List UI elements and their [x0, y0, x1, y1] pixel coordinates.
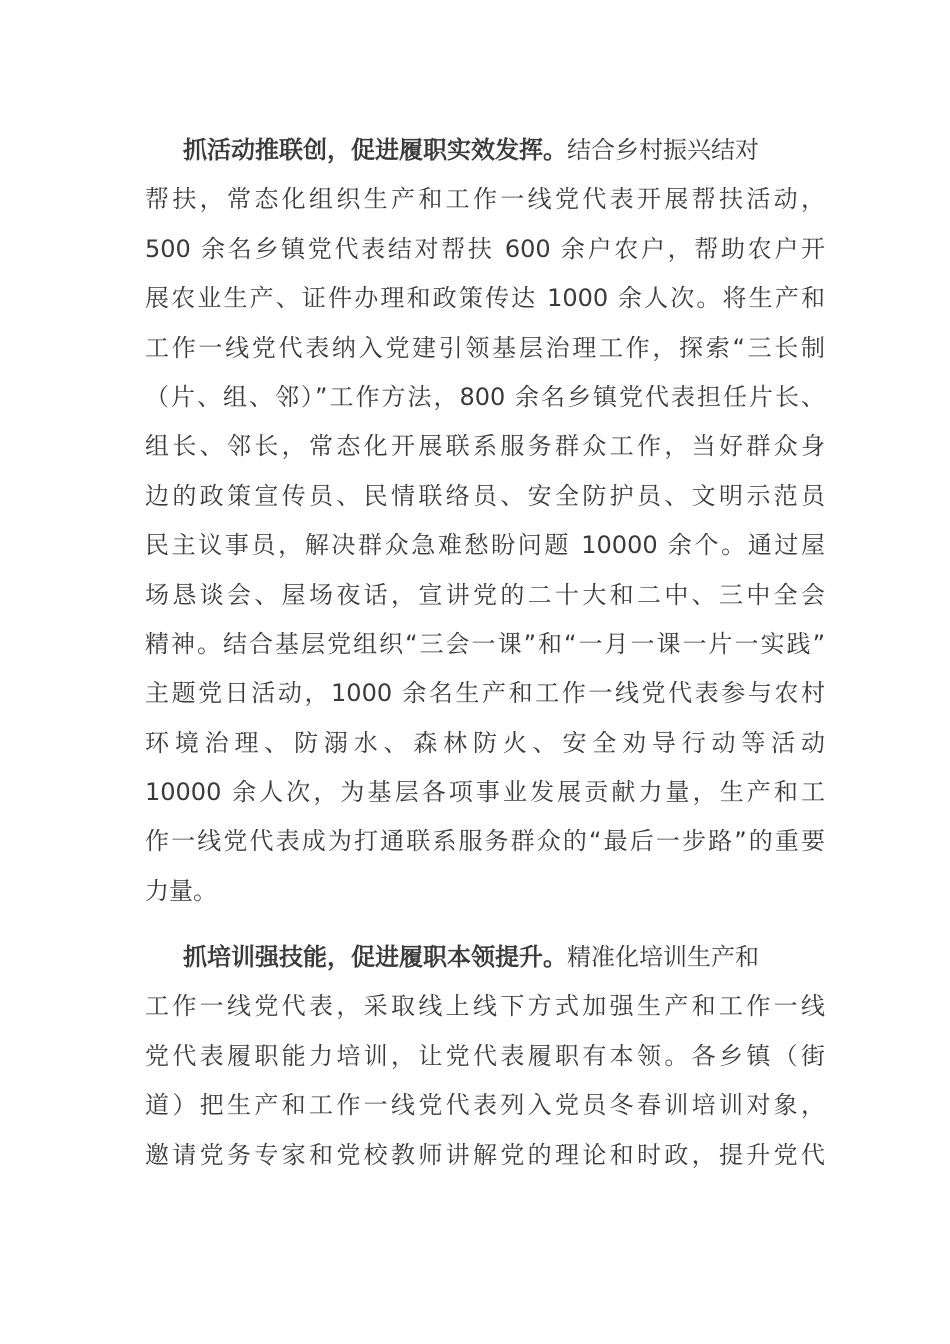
- paragraph-line: 展农业生产、证件办理和政策传达 1000 余人次。将生产和: [145, 284, 825, 313]
- paragraph-last-line: 力量。: [145, 876, 217, 905]
- paragraph-line: 党代表履职能力培训，让党代表履职有本领。各乡镇（街: [145, 1041, 825, 1070]
- paragraph-line: 主题党日活动，1000 余名生产和工作一线党代表参与农村: [145, 679, 825, 708]
- paragraph-line: 帮扶，常态化组织生产和工作一线党代表开展帮扶活动，: [145, 185, 825, 214]
- paragraph-line: 10000 余人次，为基层各项事业发展贡献力量，生产和工: [145, 778, 825, 807]
- paragraph-line: 组长、邻长，常态化开展联系服务群众工作，当好群众身: [145, 432, 825, 461]
- paragraph-first-line: [145, 126, 825, 175]
- paragraph-training: [145, 933, 825, 1180]
- paragraph-first-line: [145, 933, 825, 982]
- paragraph-first-line-text: 精准化培训生产和: [567, 943, 759, 971]
- paragraph-lead-heading: 抓培训强技能，促进履职本领提升。: [183, 943, 567, 971]
- paragraph-line: 工作一线党代表纳入党建引领基层治理工作，探索“三长制: [145, 333, 825, 362]
- paragraph-line: 500 余名乡镇党代表结对帮扶 600 余户农户，帮助农户开: [145, 234, 825, 263]
- paragraph-line: 场恳谈会、屋场夜话，宣讲党的二十大和二中、三中全会: [145, 580, 825, 609]
- paragraph-line: 边的政策宣传员、民情联络员、安全防护员、文明示范员: [145, 481, 825, 510]
- paragraph-line: 道）把生产和工作一线党代表列入党员冬春训培训对象，: [145, 1091, 825, 1120]
- paragraph-line: 环境治理、防溺水、森林防火、安全劝导行动等活动: [145, 728, 825, 757]
- paragraph-line: 工作一线党代表，采取线上线下方式加强生产和工作一线: [145, 992, 825, 1021]
- paragraph-line: 精神。结合基层党组织“三会一课”和“一月一课一片一实践”: [145, 629, 825, 658]
- paragraph-lead-heading: 抓活动推联创，促进履职实效发挥。: [183, 136, 567, 164]
- paragraph-line: 邀请党务专家和党校教师讲解党的理论和时政，提升党代: [145, 1140, 825, 1169]
- paragraph-first-line-text: 结合乡村振兴结对: [567, 136, 759, 164]
- paragraph-line: 民主议事员，解决群众急难愁盼问题 10000 余个。通过屋: [145, 531, 825, 560]
- paragraph-line: 作一线党代表成为打通联系服务群众的“最后一步路”的重要: [145, 827, 825, 856]
- paragraph-line: （片、组、邻）”工作方法，800 余名乡镇党代表担任片长、: [145, 382, 825, 411]
- paragraph-activities: [145, 126, 825, 916]
